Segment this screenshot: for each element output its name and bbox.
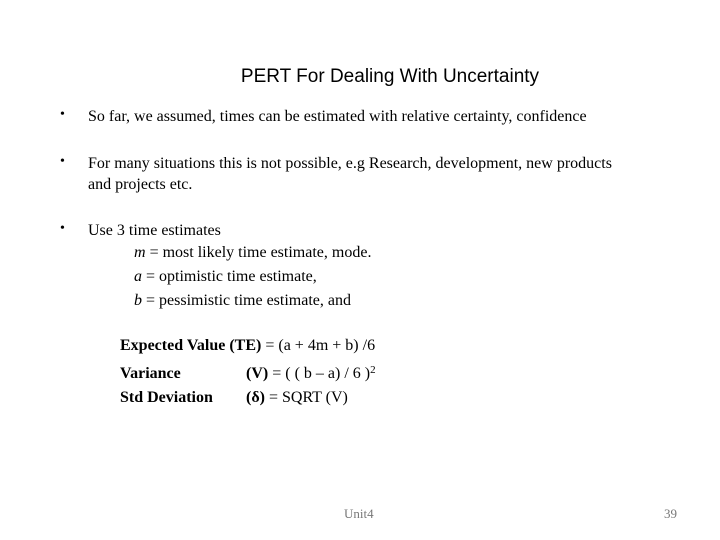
bullet-text: Use 3 time estimates bbox=[88, 222, 221, 239]
formula-exponent: 2 bbox=[370, 364, 376, 376]
estimate-symbol: a bbox=[134, 268, 142, 285]
formula-equation: = SQRT (V) bbox=[268, 389, 348, 406]
formula-symbol: (TE) bbox=[229, 337, 262, 354]
estimate-a bbox=[134, 265, 317, 289]
bullet-marker: • bbox=[60, 221, 65, 236]
formula-label: Std Deviation bbox=[120, 389, 213, 406]
formula-symbol: (δ) bbox=[246, 389, 265, 406]
estimate-symbol: m bbox=[134, 244, 146, 261]
bullet-marker: • bbox=[60, 107, 65, 122]
estimate-m bbox=[134, 241, 371, 265]
estimate-text: = most likely time estimate, mode. bbox=[145, 244, 372, 261]
formula-equation: = (a + 4m + b) /6 bbox=[265, 337, 376, 354]
formula-variance bbox=[120, 358, 376, 386]
slide-title: PERT For Dealing With Uncertainty bbox=[240, 66, 540, 87]
formula-expected-value bbox=[120, 334, 376, 358]
formula-label: Variance bbox=[120, 365, 181, 382]
formula-symbol: (V) bbox=[246, 365, 269, 382]
formula-block bbox=[120, 334, 376, 410]
footer-label: Unit4 bbox=[344, 506, 374, 521]
page-number: 39 bbox=[664, 506, 677, 521]
formula-std-deviation bbox=[120, 386, 376, 410]
estimate-b bbox=[134, 289, 351, 313]
estimate-text: = optimistic time estimate, bbox=[142, 268, 317, 285]
bullet-marker: • bbox=[60, 154, 65, 169]
estimate-symbol: b bbox=[134, 292, 142, 309]
formula-equation: = ( ( b – a) / 6 ) bbox=[272, 365, 371, 382]
bullet-text: For many situations this is not possible, e.g Research, development, new products and projects etc. bbox=[88, 155, 612, 193]
formula-label: Expected Value bbox=[120, 337, 226, 354]
estimate-text: = pessimistic time estimate, and bbox=[142, 292, 351, 309]
bullet-text: So far, we assumed, times can be estimated with relative certainty, confidence bbox=[88, 108, 587, 125]
